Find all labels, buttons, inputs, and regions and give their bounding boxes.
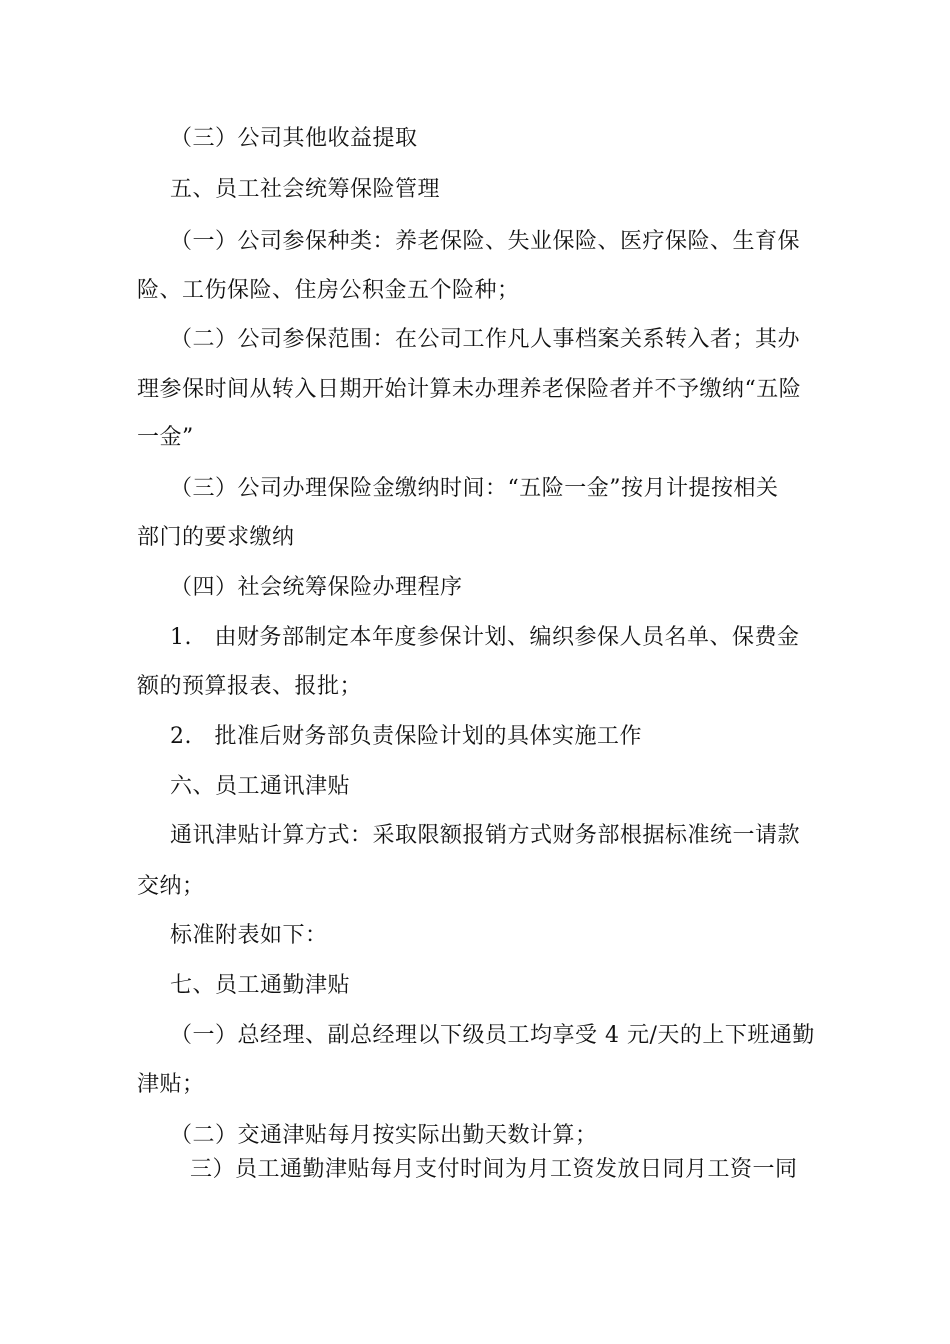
subsection-heading: （三）公司其他收益提取 bbox=[170, 126, 418, 151]
paragraph-line: 理参保时间从转入日期开始计算未办理养老保险者并不予缴纳“五险 bbox=[137, 377, 802, 402]
section-heading: 六、员工通讯津贴 bbox=[170, 774, 351, 799]
paragraph-line: 一金” bbox=[137, 425, 194, 450]
paragraph-line: 三）员工通勤津贴每月支付时间为月工资发放日同月工资一同 bbox=[190, 1157, 798, 1182]
paragraph-line: 额的预算报表、报批； bbox=[137, 674, 363, 699]
paragraph-line: 标准附表如下： bbox=[170, 923, 328, 948]
subsection-heading: （四）社会统筹保险办理程序 bbox=[170, 575, 463, 600]
paragraph-line: 津贴； bbox=[137, 1072, 205, 1097]
paragraph-line: 部门的要求缴纳 bbox=[137, 525, 295, 550]
section-heading: 五、员工社会统筹保险管理 bbox=[170, 177, 441, 202]
paragraph-line: （一）公司参保种类：养老保险、失业保险、医疗保险、生育保 bbox=[170, 229, 801, 254]
paragraph-line: 通讯津贴计算方式：采取限额报销方式财务部根据标准统一请款 bbox=[170, 823, 801, 848]
paragraph-line: （三）公司办理保险金缴纳时间：“五险一金”按月计提按相关 bbox=[170, 476, 779, 501]
numbered-item: 1. 由财务部制定本年度参保计划、编织参保人员名单、保费金 bbox=[170, 625, 800, 650]
paragraph-line: 险、工伤保险、住房公积金五个险种； bbox=[137, 278, 520, 303]
paragraph-line: （二）交通津贴每月按实际出勤天数计算； bbox=[170, 1123, 598, 1148]
paragraph-line: （二）公司参保范围：在公司工作凡人事档案关系转入者；其办 bbox=[170, 327, 801, 352]
numbered-item: 2. 批准后财务部负责保险计划的具体实施工作 bbox=[170, 724, 642, 749]
paragraph-line: （一）总经理、副总经理以下级员工均享受 4 元/天的上下班通勤 bbox=[170, 1023, 815, 1048]
paragraph-line: 交纳； bbox=[137, 874, 205, 899]
section-heading: 七、员工通勤津贴 bbox=[170, 973, 351, 998]
